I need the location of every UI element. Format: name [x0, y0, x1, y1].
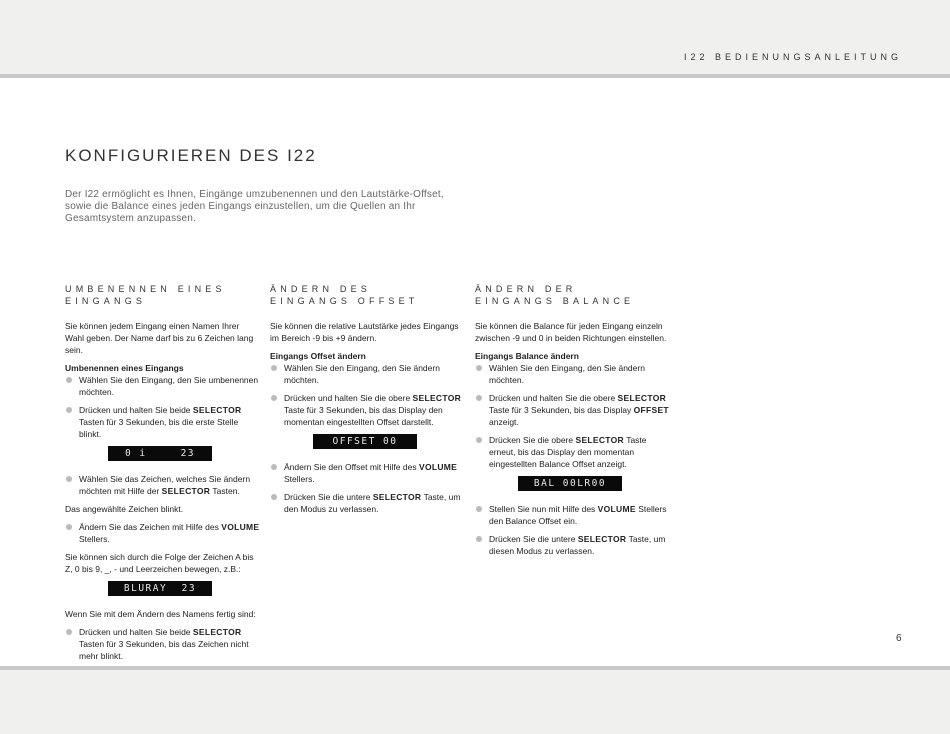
manual-header-title: I22 BEDIENUNGSANLEITUNG [683, 52, 902, 62]
bullet-dot-icon [476, 437, 482, 443]
column-input-offset [270, 283, 465, 521]
list-item: Ändern Sie den Offset mit Hilfe des VOLUME Stellers. [270, 461, 465, 485]
bullet-dot-icon [66, 407, 72, 413]
page-number: 6 [896, 633, 902, 644]
page-title: KONFIGURIEREN DES I22 [65, 146, 317, 165]
list-item: Wählen Sie das Zeichen, welches Sie ändern möchten mit Hilfe der SELECTOR Tasten. [65, 473, 260, 497]
lcd-display: BLURAY 23 [108, 581, 212, 596]
section-intro: Sie können die relative Lautstärke jedes Eingangs im Bereich -9 bis +9 ändern. [270, 321, 459, 343]
paragraph: Sie können sich durch die Folge der Zeichen A bis Z, 0 bis 9, _, - und Leerzeichen bewegen, z.B.: [65, 552, 254, 574]
key-name: SELECTOR [577, 534, 627, 544]
bullet-dot-icon [476, 365, 482, 371]
lcd-display: 0 i 23 [108, 446, 212, 461]
heading-line: ÄNDERN DES [270, 284, 372, 294]
column-rename-input [65, 283, 260, 668]
heading-line: ÄNDERN DER [475, 284, 577, 294]
lcd-display: BAL 00LR00 [518, 476, 622, 491]
heading-line: EINGANGS OFFSET [270, 296, 419, 306]
list-item: Ändern Sie das Zeichen mit Hilfe des VOLUME Stellers. [65, 521, 260, 545]
key-name: SELECTOR [617, 393, 667, 403]
key-name: VOLUME [597, 504, 636, 514]
bullet-dot-icon [66, 377, 72, 383]
bullet-dot-icon [66, 629, 72, 635]
list-item: Wählen Sie den Eingang, den Sie ändern möchten. [475, 362, 670, 386]
subheading: Eingangs Offset ändern [270, 351, 366, 361]
section-intro: Sie können die Balance für jeden Eingang einzeln zwischen -9 und 0 in beiden Richtungen einstellen. [475, 321, 667, 343]
key-name: SELECTOR [192, 405, 242, 415]
bottom-band [0, 670, 950, 734]
bullet-dot-icon [271, 365, 277, 371]
section-heading [475, 283, 670, 307]
section-heading [65, 283, 260, 307]
key-name: VOLUME [221, 522, 260, 532]
column-input-balance [475, 283, 670, 563]
list-item: Drücken und halten Sie die obere SELECTOR Taste für 3 Sekunden, bis das Display den momentan eingestellten Offset darstellt. [270, 392, 465, 428]
list-item: Drücken Sie die obere SELECTOR Taste erneut, bis das Display den momentan eingestellten Balance Offset anzeigt. [475, 434, 670, 470]
key-name: SELECTOR [412, 393, 462, 403]
key-name: OFFSET [633, 405, 669, 415]
subheading: Umbenennen eines Eingangs [65, 363, 184, 373]
heading-line: UMBENENNEN EINES [65, 284, 226, 294]
key-name: SELECTOR [372, 492, 422, 502]
paragraph: Wenn Sie mit dem Ändern des Namens fertig sind: [65, 609, 256, 619]
key-name: VOLUME [418, 462, 458, 472]
bullet-dot-icon [476, 536, 482, 542]
intro-paragraph: Der I22 ermöglicht es Ihnen, Eingänge umzubenennen und den Lautstärke-Offset, sowie die Balance eines jeden Eingangs einzustellen, um die Quellen an Ihr Gesamtsystem anzupassen. [65, 189, 444, 224]
key-name: SELECTOR [575, 435, 624, 445]
heading-line: EINGANGS BALANCE [475, 296, 635, 306]
section-heading [270, 283, 465, 307]
list-item: Drücken Sie die untere SELECTOR Taste, um diesen Modus zu verlassen. [475, 533, 670, 557]
bullet-dot-icon [66, 476, 72, 482]
bullet-dot-icon [66, 524, 72, 530]
paragraph: Das angewählte Zeichen blinkt. [65, 504, 184, 514]
section-intro: Sie können jedem Eingang einen Namen Ihrer Wahl geben. Der Name darf bis zu 6 Zeichen lang sein. [65, 321, 254, 355]
bullet-dot-icon [271, 395, 277, 401]
bullet-dot-icon [271, 464, 277, 470]
bullet-dot-icon [271, 494, 277, 500]
list-item: Drücken und halten Sie die obere SELECTOR Taste für 3 Sekunden, bis das Display OFFSET anzeigt. [475, 392, 670, 428]
bullet-dot-icon [476, 395, 482, 401]
heading-line: EINGANGS [65, 296, 147, 306]
key-name: SELECTOR [161, 486, 211, 496]
key-name: SELECTOR [192, 627, 242, 637]
subheading: Eingangs Balance ändern [475, 351, 579, 361]
list-item: Wählen Sie den Eingang, den Sie ändern möchten. [270, 362, 465, 386]
list-item: Wählen Sie den Eingang, den Sie umbenennen möchten. [65, 374, 260, 398]
list-item: Stellen Sie nun mit Hilfe des VOLUME Stellers den Balance Offset ein. [475, 503, 670, 527]
list-item: Drücken und halten Sie beide SELECTOR Tasten für 3 Sekunden, bis das Zeichen nicht mehr blinkt. [65, 626, 260, 662]
top-band [0, 0, 950, 74]
bullet-dot-icon [476, 506, 482, 512]
list-item: Drücken und halten Sie beide SELECTOR Tasten für 3 Sekunden, bis die erste Stelle blinkt. [65, 404, 260, 440]
lcd-display: OFFSET 00 [313, 434, 417, 449]
list-item: Drücken Sie die untere SELECTOR Taste, um den Modus zu verlassen. [270, 491, 465, 515]
